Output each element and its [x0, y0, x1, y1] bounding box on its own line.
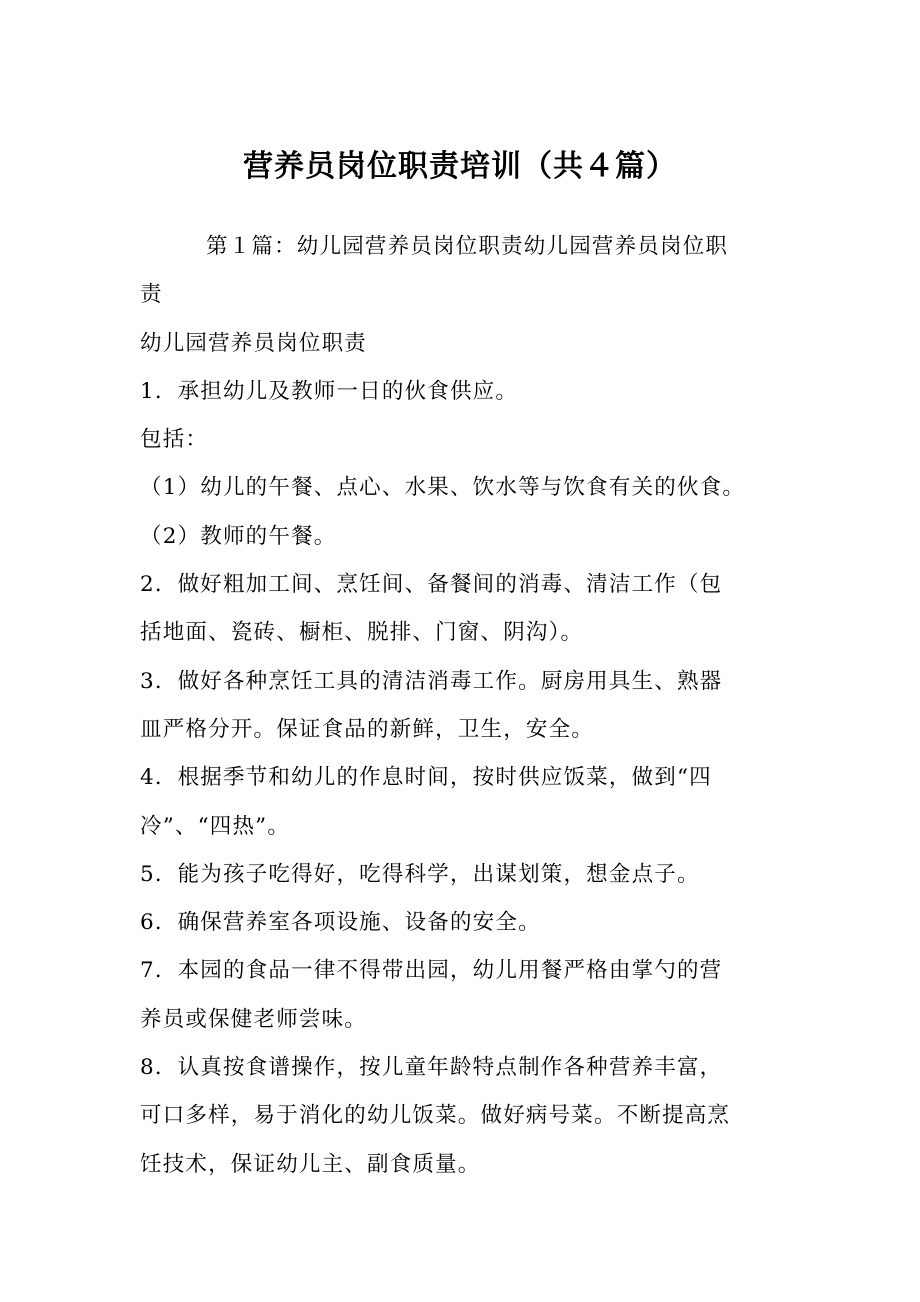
subheading: 幼儿园营养员岗位职责 [140, 330, 368, 356]
paragraph-line: 饪技术，保证幼儿主、副食质量。 [140, 1151, 481, 1177]
paragraph-line: 可口多样，易于消化的幼儿饭菜。做好病号菜。不断提高烹 [140, 1103, 731, 1129]
paragraph-line: 6．确保营养室各项设施、设备的安全。 [140, 910, 541, 936]
paragraph-line: （2）教师的午餐。 [140, 523, 337, 549]
paragraph-line: （1）幼儿的午餐、点心、水果、饮水等与饮食有关的伙食。 [140, 475, 746, 501]
paragraph-line: 4．根据季节和幼儿的作息时间，按时供应饭菜，做到“四 [140, 765, 712, 791]
paragraph-line: 5．能为孩子吃得好，吃得科学，出谋划策，想金点子。 [140, 861, 700, 887]
document-body [140, 223, 790, 1189]
paragraph-line: 冷”、“四热”。 [140, 813, 291, 839]
document-title: 营养员岗位职责培训（共４篇） [243, 149, 677, 184]
section-heading-line-cont: 责 [140, 282, 163, 308]
paragraph-line: 7．本园的食品一律不得带出园，幼儿用餐严格由掌勺的营 [140, 958, 723, 984]
paragraph-line: 养员或保健老师尝味。 [140, 1006, 368, 1032]
paragraph-line: 包括： [140, 427, 209, 453]
paragraph-line: 括地面、瓷砖、橱柜、脱排、门窗、阴沟）。 [140, 620, 584, 646]
section-heading-line: 第１篇：幼儿园营养员岗位职责幼儿园营养员岗位职 [206, 234, 729, 259]
paragraph-line: 2．做好粗加工间、烹饪间、备餐间的消毒、清洁工作（包 [140, 572, 723, 598]
paragraph-line: 3．做好各种烹饪工具的清洁消毒工作。厨房用具生、熟器 [140, 668, 723, 694]
paragraph-line: 1．承担幼儿及教师一日的伙食供应。 [140, 378, 519, 404]
paragraph-line: 皿严格分开。保证食品的新鲜，卫生，安全。 [140, 716, 595, 742]
paragraph-line: 8．认真按食谱操作，按儿童年龄特点制作各种营养丰富， [140, 1055, 723, 1081]
